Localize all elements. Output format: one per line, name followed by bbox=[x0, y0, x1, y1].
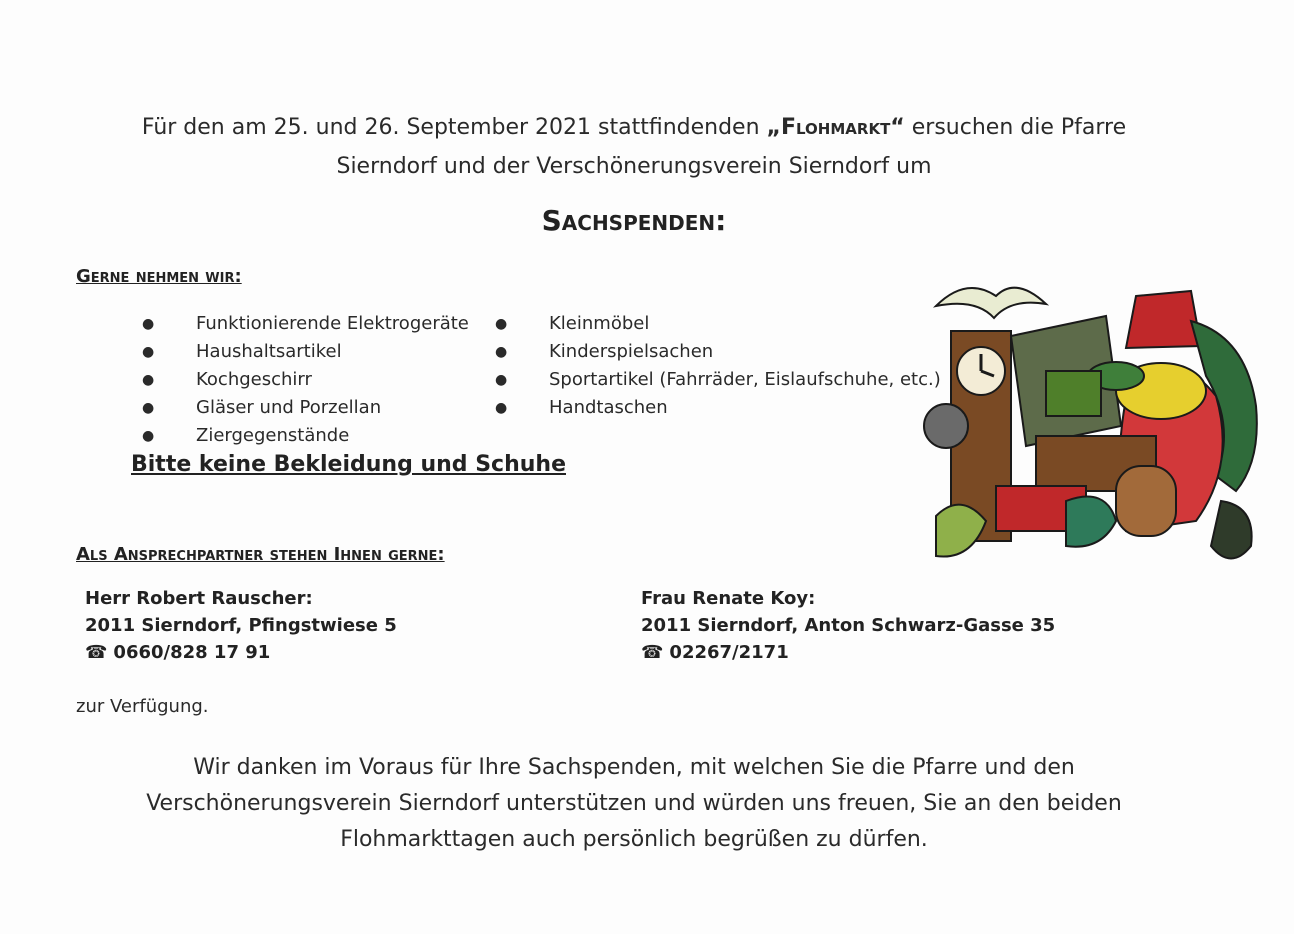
event-name: „Flohmarkt“ bbox=[766, 115, 905, 140]
telephone-icon: ☎ bbox=[85, 642, 108, 663]
list-item bbox=[495, 366, 941, 394]
phone-number: 0660/828 17 91 bbox=[113, 642, 271, 663]
list-item bbox=[142, 338, 469, 366]
lamp-shade bbox=[1126, 291, 1201, 348]
list-item-label: Haushaltsartikel bbox=[196, 341, 342, 362]
list-item-label: Sportartikel (Fahrräder, Eislaufschuhe, etc.) bbox=[549, 369, 941, 390]
list-item-label: Gläser und Porzellan bbox=[196, 397, 382, 418]
intro-line-1 bbox=[0, 108, 1268, 147]
bullet-icon: ● bbox=[142, 344, 155, 360]
availability-text: zur Verfügung. bbox=[76, 696, 209, 717]
closing-line: Flohmarkttagen auch persönlich begrüßen zu dürfen. bbox=[340, 827, 928, 852]
accepted-list-2 bbox=[495, 310, 941, 422]
contact-phone[interactable] bbox=[85, 639, 397, 666]
contact-name: Herr Robert Rauscher: bbox=[85, 588, 313, 609]
flea-market-illustration bbox=[916, 276, 1266, 581]
bullet-icon: ● bbox=[495, 316, 508, 332]
contact-name: Frau Renate Koy: bbox=[641, 588, 816, 609]
list-item-label: Funktionierende Elektrogeräte bbox=[196, 313, 469, 334]
contact-phone[interactable] bbox=[641, 639, 1055, 666]
page-title: Sachspenden: bbox=[541, 204, 727, 237]
closing-text bbox=[0, 750, 1268, 858]
contacts-title: Als Ansprechpartner stehen Ihnen gerne: bbox=[76, 544, 445, 565]
phone-number: 02267/2171 bbox=[669, 642, 789, 663]
accepted-list-1 bbox=[142, 310, 469, 450]
list-item-label: Kochgeschirr bbox=[196, 369, 312, 390]
dark-jug bbox=[1211, 501, 1252, 559]
telephone-icon: ☎ bbox=[641, 642, 664, 663]
eagle-figure bbox=[936, 288, 1046, 318]
list-item bbox=[142, 422, 469, 450]
bullet-icon: ● bbox=[495, 400, 508, 416]
bullet-icon: ● bbox=[495, 344, 508, 360]
bullet-icon: ● bbox=[142, 316, 155, 332]
list-item-label: Ziergegenstände bbox=[196, 425, 350, 446]
intro-text bbox=[0, 108, 1268, 186]
bust-figure bbox=[924, 404, 968, 448]
closing-line: Verschönerungsverein Sierndorf unterstützen und würden uns freuen, Sie an den beiden bbox=[146, 791, 1122, 816]
antique-radio bbox=[1116, 466, 1176, 536]
intro-text-part: ersuchen die Pfarre bbox=[904, 115, 1127, 140]
contact-card bbox=[641, 585, 1055, 666]
green-vase bbox=[1066, 497, 1116, 547]
list-item bbox=[495, 310, 941, 338]
list-item bbox=[142, 310, 469, 338]
bullet-icon: ● bbox=[142, 428, 155, 444]
bullet-icon: ● bbox=[142, 372, 155, 388]
list-item bbox=[142, 394, 469, 422]
intro-text-part: Für den am 25. und 26. September 2021 stattfindenden bbox=[141, 115, 767, 140]
basket bbox=[936, 505, 986, 557]
accepted-items-title: Gerne nehmen wir: bbox=[76, 266, 242, 287]
list-item bbox=[495, 394, 941, 422]
bullet-icon: ● bbox=[495, 372, 508, 388]
list-item-label: Handtaschen bbox=[549, 397, 668, 418]
contact-address: 2011 Sierndorf, Anton Schwarz-Gasse 35 bbox=[641, 615, 1056, 636]
closing-line: Wir danken im Voraus für Ihre Sachspenden, mit welchen Sie die Pfarre und den bbox=[193, 755, 1075, 780]
intro-line-2: Sierndorf und der Verschönerungsverein Sierndorf um bbox=[336, 154, 932, 179]
list-item bbox=[142, 366, 469, 394]
list-item bbox=[495, 338, 941, 366]
no-clothing-notice: Bitte keine Bekleidung und Schuhe bbox=[131, 452, 566, 477]
contact-address: 2011 Sierndorf, Pfingstwiese 5 bbox=[85, 615, 397, 636]
teapot bbox=[1046, 371, 1101, 416]
list-item-label: Kleinmöbel bbox=[549, 313, 650, 334]
contact-card bbox=[85, 585, 397, 666]
list-item-label: Kinderspielsachen bbox=[549, 341, 714, 362]
bullet-icon: ● bbox=[142, 400, 155, 416]
